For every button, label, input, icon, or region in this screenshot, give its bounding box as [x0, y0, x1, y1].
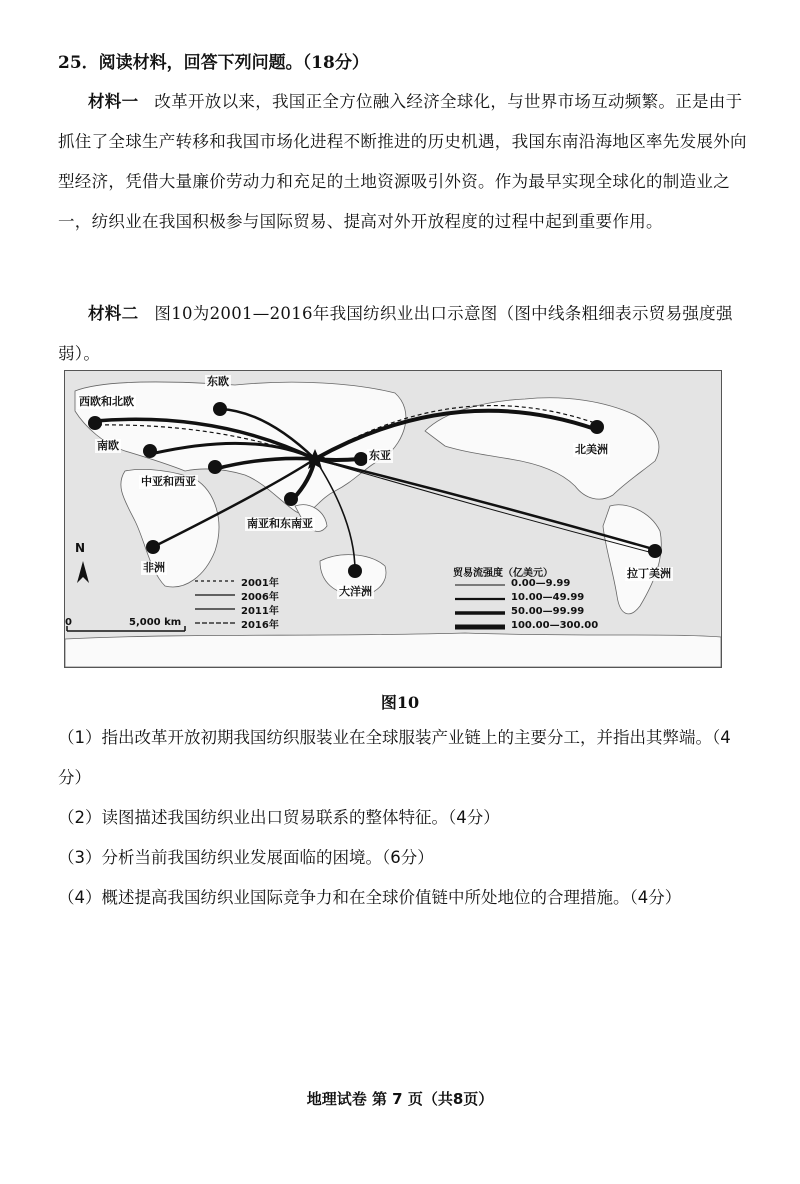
dot-east-asia — [354, 452, 368, 466]
dot-central-west-asia — [208, 460, 222, 474]
label-east-asia: 东亚 — [369, 449, 391, 462]
legend-strength-title: 贸易流强度（亿美元） — [453, 568, 553, 579]
legend-year-2016: 2016年 — [241, 620, 279, 631]
material-two-label: 材料二 — [88, 304, 139, 323]
label-north-america: 北美洲 — [575, 443, 608, 456]
dot-oceania — [348, 564, 362, 578]
export-map — [64, 370, 722, 668]
dot-west-north-europe — [88, 416, 102, 430]
dot-south-southeast-asia — [284, 492, 298, 506]
legend-range-3: 50.00—99.99 — [511, 606, 585, 617]
label-west-north-europe: 西欧和北欧 — [79, 395, 134, 408]
dot-africa — [146, 540, 160, 554]
label-africa: 非洲 — [143, 561, 165, 574]
legend-range-4: 100.00—300.00 — [511, 620, 599, 631]
label-oceania: 大洋洲 — [339, 585, 372, 598]
material-two — [58, 294, 748, 374]
label-south-southeast-asia: 南亚和东南亚 — [247, 517, 313, 530]
sub-question-4: （4）概述提高我国纺织业国际竞争力和在全球价值链中所处地位的合理措施。（4分） — [58, 888, 682, 907]
figure-caption: 图10 — [380, 693, 420, 712]
dot-east-europe — [213, 402, 227, 416]
dot-latin-america — [648, 544, 662, 558]
antarctica-land — [65, 633, 721, 667]
label-central-west-asia: 中亚和西亚 — [141, 475, 196, 488]
label-east-europe: 东欧 — [207, 375, 229, 388]
scale-zero: 0 — [65, 617, 72, 628]
material-one — [58, 82, 748, 242]
material-two-text: 图10为2001—2016年我国纺织业出口示意图（图中线条粗细表示贸易强度强弱）。 — [58, 304, 733, 363]
material-one-label: 材料一 — [88, 92, 139, 111]
material-one-text: 改革开放以来，我国正全方位融入经济全球化，与世界市场互动频繁。正是由于抓住了全球生产转移和我国市场化进程不断推进的历史机遇，我国东南沿海地区率先发展外向型经济，凭借大量廉价劳动力和充足的土地资源吸引外资。作为最早实现全球化的制造业之一，纺织业在我国积极参与国际贸易、提高对外开放程度的过程中起到重要作用。 — [58, 92, 747, 231]
legend-year-2001: 2001年 — [241, 578, 279, 589]
dot-north-america — [590, 420, 604, 434]
label-south-europe: 南欧 — [97, 439, 119, 452]
sub-question-3: （3）分析当前我国纺织业发展面临的困境。（6分） — [58, 848, 434, 867]
page-footer: 地理试卷 第 7 页（共8页） — [306, 1090, 494, 1108]
legend-year-2006: 2006年 — [241, 592, 279, 603]
north-label: N — [75, 541, 86, 555]
label-latin-america: 拉丁美洲 — [627, 567, 671, 580]
sub-question-2: （2）读图描述我国纺织业出口贸易联系的整体特征。（4分） — [58, 808, 500, 827]
legend-range-1: 0.00—9.99 — [511, 578, 571, 589]
sub-question-1: （1）指出改革开放初期我国纺织服装业在全球服装产业链上的主要分工，并指出其弊端。（4分） — [58, 728, 731, 787]
legend-range-2: 10.00—49.99 — [511, 592, 585, 603]
scale-distance: 5,000 km — [129, 617, 182, 628]
question-heading: 25．阅读材料，回答下列问题。（18分） — [58, 53, 369, 73]
dot-south-europe — [143, 444, 157, 458]
legend-year-2011: 2011年 — [241, 606, 279, 617]
